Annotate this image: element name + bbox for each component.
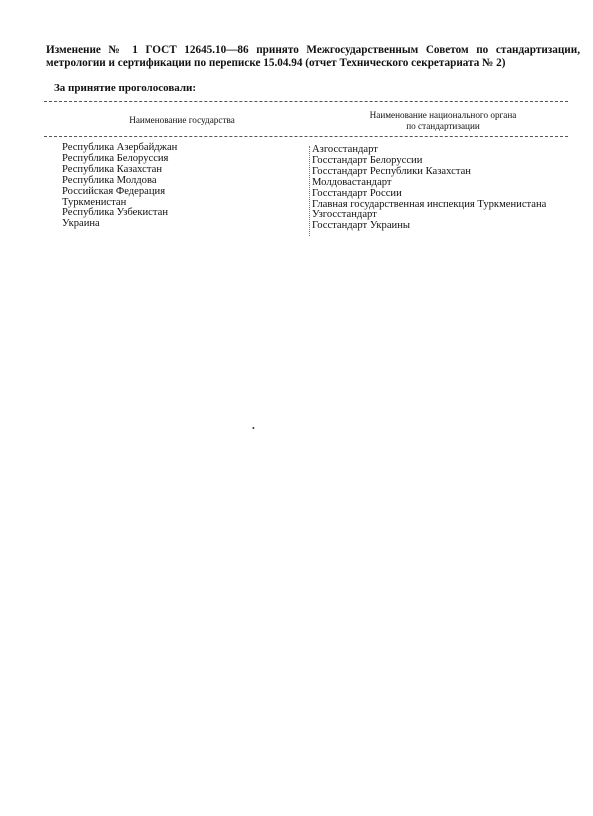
column-header-state: Наименование государства: [129, 115, 235, 125]
standards-body-item: Азгосстандарт: [312, 144, 378, 155]
standards-body-list: [312, 145, 582, 232]
table-header-rule: [44, 136, 568, 137]
state-item: Республика Казахстан: [62, 163, 163, 175]
state-item: Республика Молдова: [62, 174, 157, 186]
column-header-standards-body-line2: по стандартизации: [406, 121, 480, 131]
column-header-standards-body-line1: Наименование национального органа: [369, 110, 517, 120]
standards-body-item: Узгосстандарт: [312, 209, 377, 221]
state-item: Украина: [62, 218, 100, 230]
state-item: Туркменистан: [62, 196, 127, 208]
state-item: Республика Азербайджан: [62, 142, 178, 153]
standards-body-item: Молдовастандарт: [312, 176, 392, 188]
standards-body-item: Госстандарт Белоруссии: [312, 154, 423, 166]
state-item: Республика Узбекистан: [62, 207, 169, 219]
voting-subheading: За принятие проголосовали:: [54, 82, 197, 94]
document-heading: Изменение № 1 ГОСТ 12645.10—86 принято Межгосударственным Советом по стандартизации, метрологии и сертификации по переписке 15.04.94 (отчет Технического секретариата № 2): [46, 44, 580, 69]
standards-body-item: Госстандарт Украины: [312, 220, 410, 232]
state-list: [62, 143, 302, 230]
state-item: Российская Федерация: [62, 185, 166, 197]
column-header-standards-body: [318, 110, 568, 132]
standards-body-item: Главная государственная инспекция Туркменистана: [312, 198, 547, 210]
column-separator: [309, 146, 310, 236]
standards-body-item: Госстандарт России: [312, 187, 402, 199]
standards-body-item: Госстандарт Республики Казахстан: [312, 165, 471, 177]
scan-speck: •: [252, 424, 255, 433]
table-top-rule: [44, 101, 568, 102]
state-item: Республика Белоруссия: [62, 152, 169, 164]
